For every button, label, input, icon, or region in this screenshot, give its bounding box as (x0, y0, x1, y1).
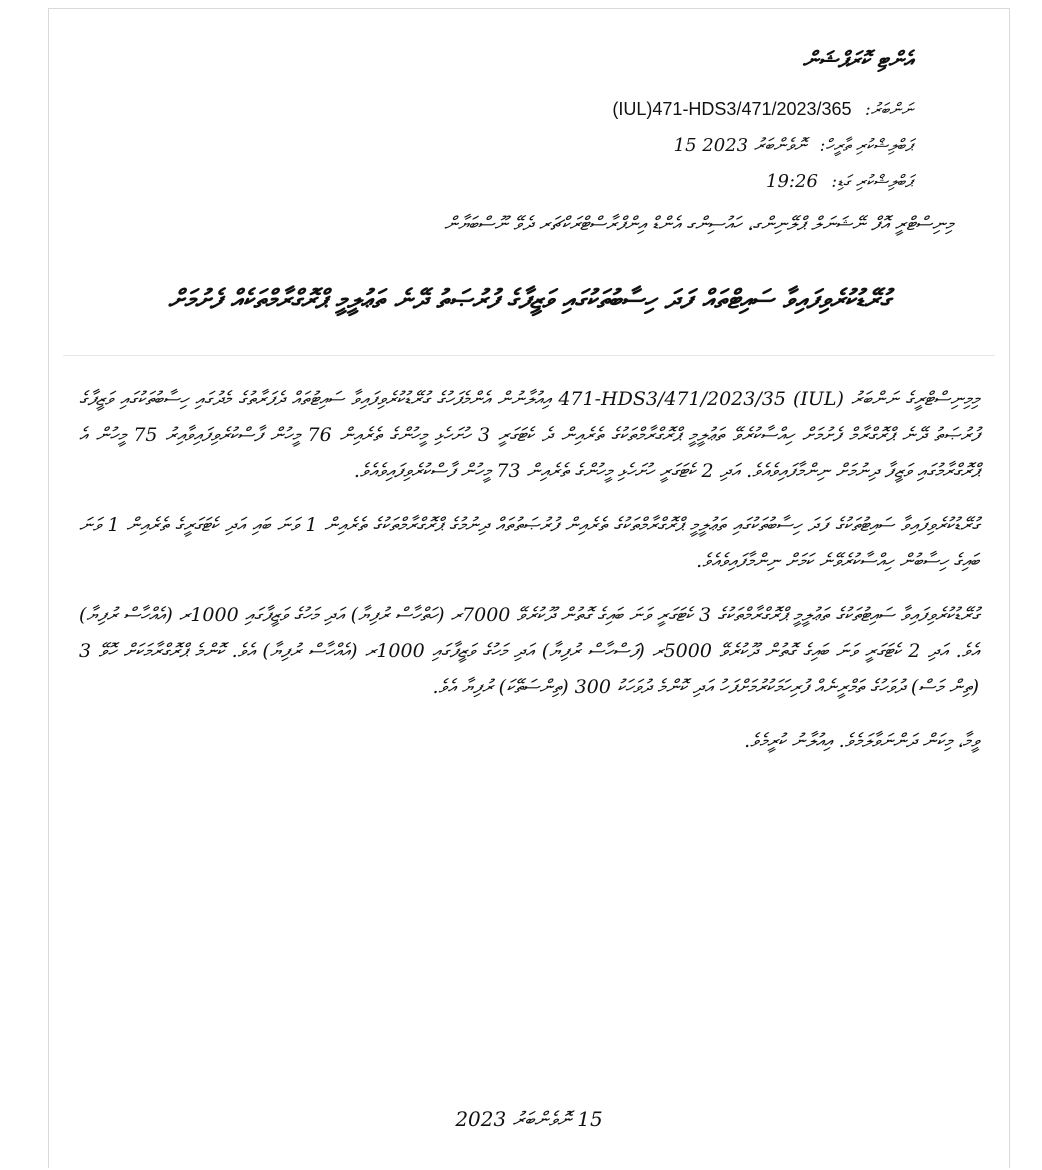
body-paragraph-3 (79, 597, 979, 705)
announcement-subject: މިނިސްޓްރީ އޮފް ނޭޝަނަލް ޕްލޭނިންގ، ހައުސިންގ އެންޑް އިންފްރާސްޓްރަކްޗަރ ދެވޭ ނޫސްބަޔާން (444, 213, 953, 235)
announcement-body (79, 381, 979, 777)
publish-time-row (766, 171, 913, 192)
reference-label: ނަންބަރު: (864, 100, 913, 120)
publish-date-row (674, 135, 913, 156)
paragraph-1-post: އިއުލާނުން އެންމެފަހުގެ ގުރޭޑުކުރެވިފައިވާ ސައިޓުތައް ދެފަރާތުގެ މެދުގައި ހިސާބުތަކުގައި ވަޒީފާގެ ފުރުޞަތު ދޭނެ ޕްރޮގްރާމް ފެށުމަށް ހިއްސާކުރެވޭ ތަޢުލީމީ ޕްރޮގްރާމްތަކުގެ ތެރެއިން ދެ ކެޓަގަރީ 3 ހުށަހެޅި މީހުންގެ ތެރެއިން 76 މީހުން ފާސްކުރެވިފައިވާއިރު 75 މީހުން އެ ޕްރޮގްރާމުގައި ވަޒީފާ ދިނުމަށް ނިންމާފައިވެއެވެ. އަދި 2 ކެޓަގަރީ ހުށަހެޅި މީހުންގެ ތެރެއިން 73 މީހުން ފާސްކުރެވިފައިވެއެވެ. (79, 388, 980, 482)
paragraph-4-text: ވީމާ، މިކަން ދަންނަވާލަމެވެ. އިއުލާނު ކުރީމެވެ. (744, 730, 979, 752)
body-paragraph-1 (79, 381, 979, 489)
footer-date: 15 ނޮވެންބަރު 2023 (455, 1107, 603, 1131)
paragraph-3-text: ގުރޭޑުކުރެވިފައިވާ ސައިޓުތަކުގެ ތަޢުލީމީ ޕްރޮގްރާމްތަކުގެ 3 ކެޓަގަރީ ވަނަ ބައިގެ ގޮތުން ދޫކުރެވޭ 7000ރ (ހަތްހާސް ރުފިޔާ) އަދި މަހުގެ ވަޒީފާގައި 1000ރ (އެއްހާސް ރުފިޔާ) އެވެ. އަދި 2 ކެޓަގަރީ ވަނަ ބައިގެ ގޮތުން ދޫކުރެވޭ 5000ރ (ފަސްހާސް ރުފިޔާ) އަދި މަހުގެ ވަޒީފާގައި 1000ރ (އެއްހާސް ރުފިޔާ) އެވެ. ކޮންމެ ޕްރޮގްރާމަކަށް ހޮވޭ 3 (ތިން މަސް) ދުވަހުގެ ތަމްރީނެއް ފުރިހަމަކުރުމަށްފަހު އަދި ކޮންމެ ދުވަހަކު 300 (ތިންސަތޭކަ) ރުފިޔާ އެވެ. (79, 604, 979, 698)
reference-value: (IUL)471-HDS3/471/2023/365 (612, 99, 852, 119)
announcement-headline: ގުރޭޑުކުރެވިފައިވާ ސައިޓްތައް ފަދަ ހިސާބުތަކުގައި ވަޒީފާގެ ފުރުޞަތު ދޭނެ ތަޢުލީމީ ޕްރޮގްރާމްތަކެއް ފެށުމަށް (168, 285, 890, 315)
section-divider (63, 355, 995, 356)
publish-date-label: ޕަބްލިޝްކުރި ތާރީހް: (819, 136, 913, 156)
publish-date-value: 15 ނޮވެންބަރު 2023 (673, 135, 807, 156)
paragraph-1-reference: 471-HDS3/471/2023/35 (558, 388, 786, 410)
paragraph-2-text: ގުރޭޑުކުރެވިފައިވާ ސައިޓުތަކުގެ ފަދަ ހިސާބުތަކުގައި ތަޢުލީމީ ޕްރޮގްރާމްތަކުގެ ތެރެއިން ފުރުޞަތުތައް ދިނުމުގެ ޕްރޮގްރާމްތަކުގެ ތެރެއިން 1 ވަނަ ބައި އަދި ކެޓަގަރީގެ ތެރެއިން 1 ވަނަ ބައިގެ ހިސާބުން ހިއްސާކުރެވޭނެ ކަމަށް ނިންމާފައިވެއެވެ. (79, 514, 979, 572)
organization-title: އެންޓި ކޮރަޕްޝަން (802, 47, 913, 73)
publish-time-value: 19:26 (766, 171, 818, 192)
document-page (48, 8, 1010, 1168)
body-paragraph-4 (79, 723, 979, 759)
publish-time-label: ޕަބްލިޝްކުރި ގަޑި: (831, 172, 913, 192)
reference-number-row (612, 99, 913, 120)
body-paragraph-2 (79, 507, 979, 579)
paragraph-1-pre: މިމިނިސްޓްރީގެ ނަންބަރު (IUL) (792, 388, 979, 410)
